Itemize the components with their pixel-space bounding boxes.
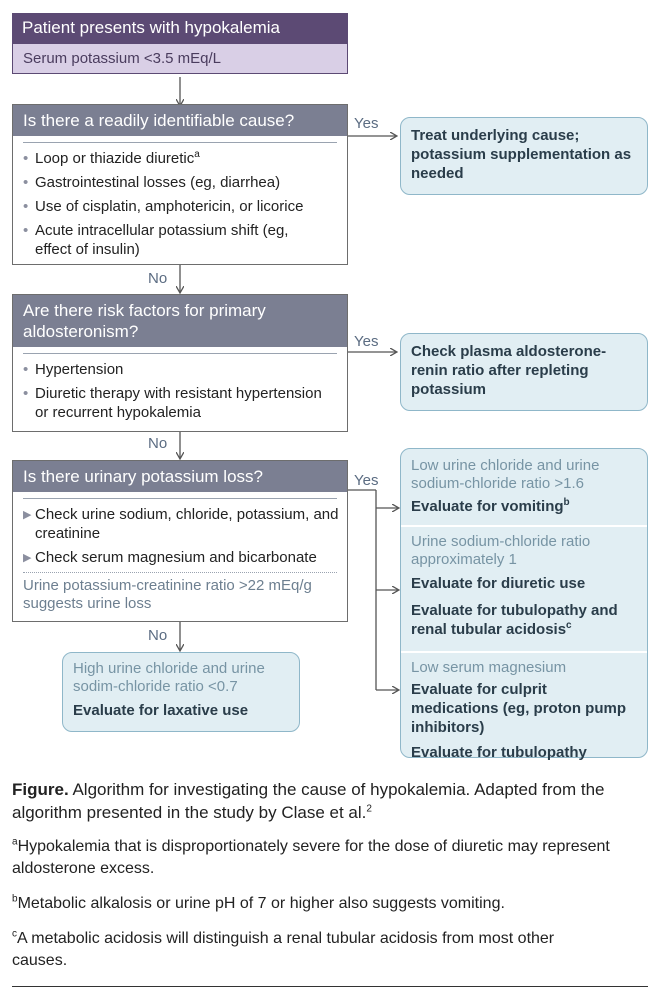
step4-note: Urine potassium-creatinine ratio >22 mEq/g suggests urine loss [23,577,312,612]
step4-box [12,460,348,622]
bottom-rule [12,986,648,987]
step4-no-label: No [148,627,168,644]
step3-item: • Diuretic therapy with resistant hypertension or recurrent hypokalemia [23,385,322,421]
step4-yes-results [400,448,648,761]
step3-box [12,294,348,432]
step2-yes-label: Yes [354,115,379,132]
step2-no-label: No [148,270,168,287]
step2-item: • Gastrointestinal losses (eg, diarrhea) [23,174,281,191]
step1-sub: Serum potassium <3.5 mEq/L [12,43,348,74]
yes-result-diuretic: Urine sodium-chloride ratio approximately 1 Evaluate for diuretic use Evaluate for tubulopathy and renal tubular acidosis$^c$ [411,533,618,638]
step4-yes-label: Yes [354,472,379,489]
step4-item: ▶ Check urine sodium, chloride, potassium, and creatinine [23,506,339,542]
yes-result-vomiting: Low urine chloride and urine sodium-chloride ratio >1.6 Evaluate for vomiting$^b$ [411,457,600,515]
step3-yes-label: Yes [354,333,379,350]
step2-item: • Use of cisplatin, amphotericin, or licorice [23,198,304,215]
step2-item: • Acute intracellular potassium shift (eg, effect of insulin) [23,222,289,258]
step2-yes-result: Treat underlying cause; potassium supplementation as needed [400,117,648,195]
step2-item: • Loop or thiazide diuretic$^a$ [23,149,200,167]
step1-box [12,13,348,74]
step2-box [12,104,348,265]
yes-result-magnesium: Low serum magnesium Evaluate for culprit medications (eg, proton pump inhibitors) Evaluate for tubulopathy [411,659,627,761]
figure-caption: Figure. Algorithm for investigating the cause of hypokalemia. Adapted from the algorithm presented in the study by Clase et al.$^2$ [12,780,605,822]
step4-no-result: High urine chloride and urine sodim-chloride ratio <0.7 Evaluate for laxative use [62,652,300,732]
step4-header: Is there urinary potassium loss? [13,461,347,492]
footnote-a: $^a$Hypokalemia that is disproportionately severe for the dose of diuretic may represent aldosterone excess. [12,836,610,877]
step1-header: Patient presents with hypokalemia [12,13,348,43]
footnote-c: $^c$A metabolic acidosis will distinguish a renal tubular acidosis from most other causes. [12,928,555,969]
step2-header: Is there a readily identifiable cause? [13,105,347,136]
step3-header: Are there risk factors for primary aldosteronism? [13,295,347,347]
footnote-b: $^b$Metabolic alkalosis or urine pH of 7 or higher also suggests vomiting. [12,893,505,912]
step3-item: • Hypertension [23,361,124,378]
step3-yes-result: Check plasma aldosterone-renin ratio after repleting potassium [400,333,648,411]
step3-no-label: No [148,435,168,452]
step4-item: ▶ Check serum magnesium and bicarbonate [23,549,317,566]
